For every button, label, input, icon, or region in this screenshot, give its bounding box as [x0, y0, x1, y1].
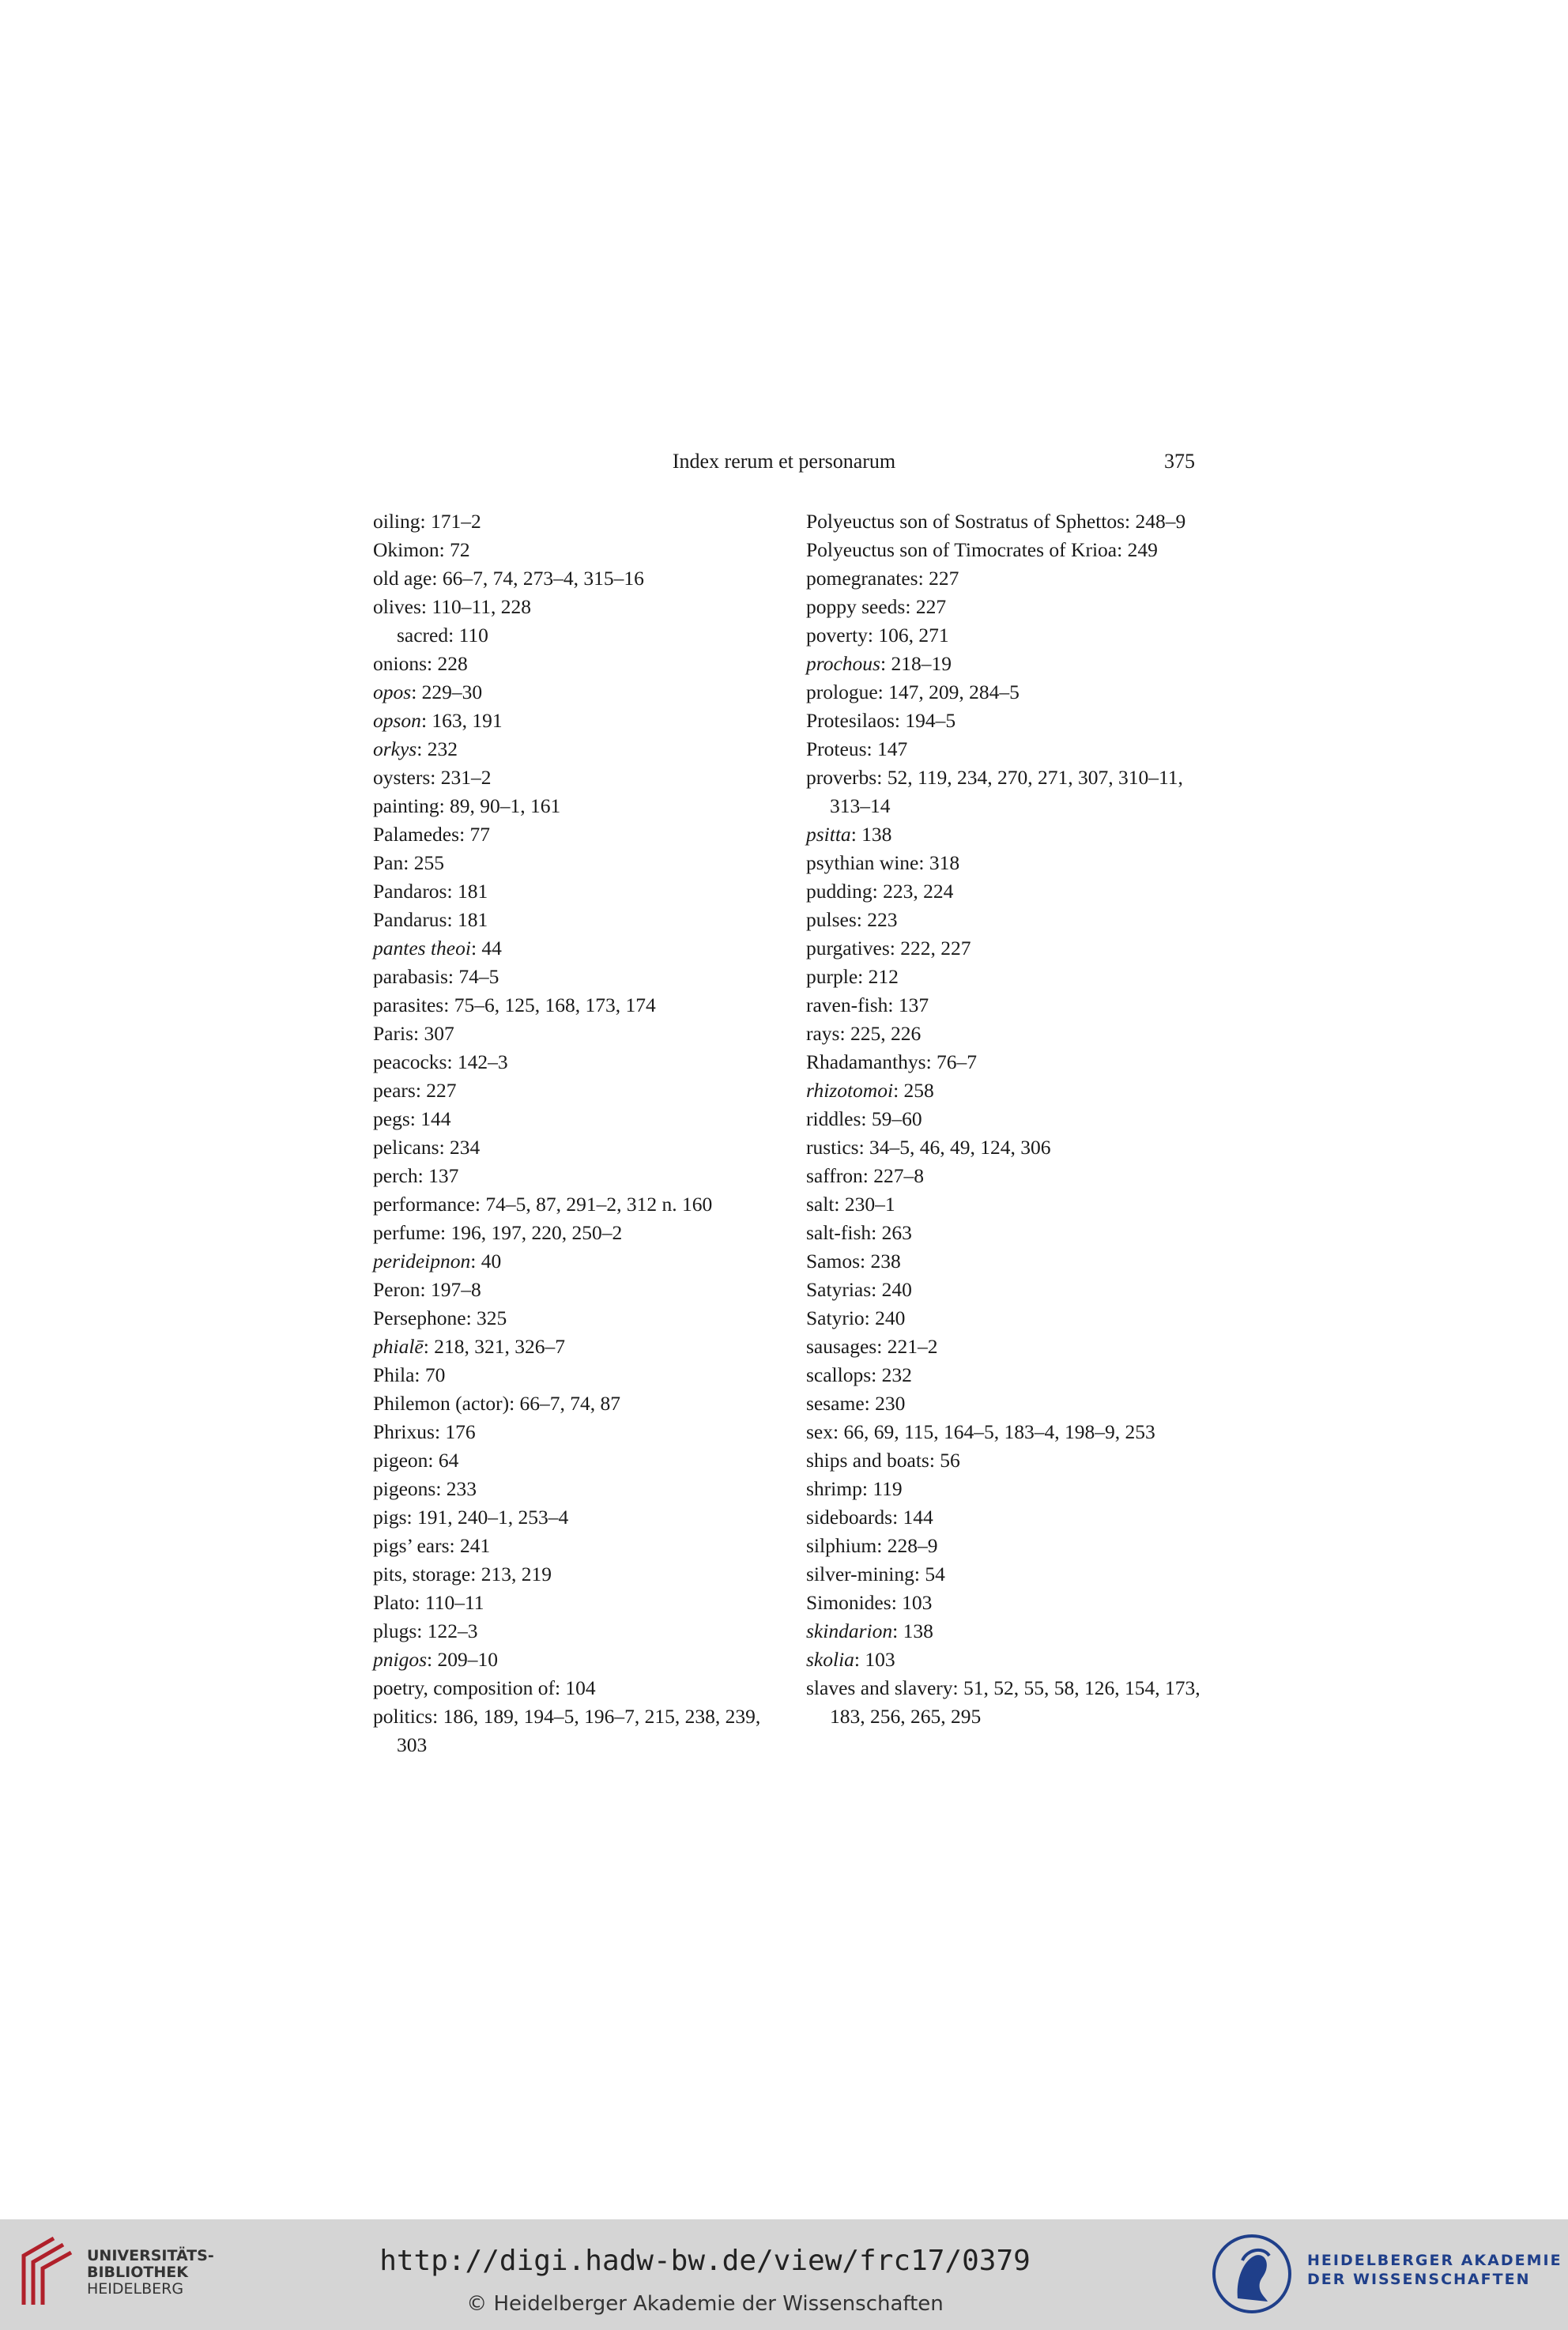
- index-entry: Rhadamanthys: 76–7: [806, 1050, 978, 1073]
- index-entry: Peron: 197–8: [373, 1278, 481, 1301]
- index-entry: opson: 163, 191: [373, 709, 503, 732]
- index-entry: pears: 227: [373, 1079, 457, 1102]
- index-entry: painting: 89, 90–1, 161: [373, 794, 561, 817]
- index-entry: Polyeuctus son of Timocrates of Krioa: 249: [806, 538, 1158, 561]
- index-entry: performance: 74–5, 87, 291–2, 312 n. 160: [373, 1193, 713, 1216]
- index-entry: pigs’ ears: 241: [373, 1534, 491, 1557]
- index-entry: Protesilaos: 194–5: [806, 709, 956, 732]
- index-entry: pelicans: 234: [373, 1136, 481, 1159]
- index-entry: sausages: 221–2: [806, 1335, 938, 1358]
- index-entry: purple: 212: [806, 965, 899, 988]
- index-entry: poetry, composition of: 104: [373, 1676, 596, 1699]
- index-entry: prologue: 147, 209, 284–5: [806, 681, 1020, 703]
- index-entry: rustics: 34–5, 46, 49, 124, 306: [806, 1136, 1051, 1159]
- index-entry: slaves and slavery: 51, 52, 55, 58, 126, 154, 173, 183, 256, 265, 295: [806, 1676, 1200, 1728]
- university-library-name: UNIVERSITÄTS- BIBLIOTHEK HEIDELBERG: [87, 2247, 214, 2298]
- index-entry: silver-mining: 54: [806, 1563, 945, 1585]
- index-entry: Okimon: 72: [373, 538, 470, 561]
- index-entry: Phrixus: 176: [373, 1420, 476, 1443]
- index-entry: psythian wine: 318: [806, 851, 960, 874]
- index-entry: silphium: 228–9: [806, 1534, 938, 1557]
- index-entry: olives: 110–11, 228: [373, 595, 531, 618]
- index-entry: purgatives: 222, 227: [806, 937, 971, 960]
- index-entry: proverbs: 52, 119, 234, 270, 271, 307, 310–11, 313–14: [806, 766, 1183, 817]
- index-entry: parasites: 75–6, 125, 168, 173, 174: [373, 993, 656, 1016]
- index-entry: pantes theoi: 44: [373, 937, 502, 960]
- digitization-footer: [0, 2219, 1568, 2330]
- index-entry: riddles: 59–60: [806, 1107, 922, 1130]
- index-entry: parabasis: 74–5: [373, 965, 499, 988]
- index-entry: orkys: 232: [373, 737, 458, 760]
- index-entry: pnigos: 209–10: [373, 1648, 498, 1671]
- index-entry: salt: 230–1: [806, 1193, 895, 1216]
- index-entry: pudding: 223, 224: [806, 880, 954, 903]
- index-entry: oiling: 171–2: [373, 510, 481, 533]
- index-entry: rays: 225, 226: [806, 1022, 922, 1045]
- index-entry: Paris: 307: [373, 1022, 454, 1045]
- index-entry: scallops: 232: [806, 1363, 912, 1386]
- index-column-left: [373, 507, 768, 1759]
- index-entry: Proteus: 147: [806, 737, 908, 760]
- index-entry: pigeon: 64: [373, 1449, 459, 1472]
- copyright-notice: © Heidelberger Akademie der Wissenschaften: [466, 2292, 944, 2316]
- index-entry: Pandarus: 181: [373, 908, 488, 931]
- index-entry: skolia: 103: [806, 1648, 895, 1671]
- index-entry: shrimp: 119: [806, 1477, 903, 1500]
- index-entry: poppy seeds: 227: [806, 595, 947, 618]
- index-entry: Samos: 238: [806, 1250, 901, 1272]
- running-title: Index rerum et personarum: [672, 450, 896, 473]
- index-entry: plugs: 122–3: [373, 1619, 478, 1642]
- index-entry: psitta: 138: [806, 823, 892, 846]
- index-entry: Satyrias: 240: [806, 1278, 912, 1301]
- page-header: [373, 447, 1195, 476]
- index-entry: Pandaros: 181: [373, 880, 488, 903]
- index-entry: sideboards: 144: [806, 1506, 933, 1529]
- index-entry: pomegranates: 227: [806, 567, 959, 590]
- index-entry: perideipnon: 40: [373, 1250, 502, 1272]
- index-entry: poverty: 106, 271: [806, 624, 949, 647]
- index-column-right: [806, 507, 1201, 1731]
- index-entry: salt-fish: 263: [806, 1221, 912, 1244]
- index-entry: Persephone: 325: [373, 1306, 507, 1329]
- index-entry: saffron: 227–8: [806, 1164, 924, 1187]
- index-entry: perch: 137: [373, 1164, 459, 1187]
- index-entry: oysters: 231–2: [373, 766, 492, 789]
- index-entry: raven-fish: 137: [806, 993, 929, 1016]
- index-entry: ships and boats: 56: [806, 1449, 960, 1472]
- index-entry: prochous: 218–19: [806, 652, 952, 675]
- index-entry: Simonides: 103: [806, 1591, 933, 1614]
- index-entry: Satyrio: 240: [806, 1306, 906, 1329]
- index-entry: Phila: 70: [373, 1363, 446, 1386]
- index-entry: pegs: 144: [373, 1107, 451, 1130]
- academy-name: HEIDELBERGER AKADEMIE DER WISSENSCHAFTEN: [1307, 2252, 1562, 2288]
- index-entry: Polyeuctus son of Sostratus of Sphettos: 248–9: [806, 510, 1186, 533]
- index-entry: pulses: 223: [806, 908, 898, 931]
- index-entry: sex: 66, 69, 115, 164–5, 183–4, 198–9, 253: [806, 1420, 1155, 1443]
- index-entry: pigeons: 233: [373, 1477, 477, 1500]
- index-entry: sesame: 230: [806, 1392, 906, 1415]
- index-entry: Plato: 110–11: [373, 1591, 484, 1614]
- index-entry: rhizotomoi: 258: [806, 1079, 934, 1102]
- index-entry: opos: 229–30: [373, 681, 483, 703]
- index-entry: skindarion: 138: [806, 1619, 933, 1642]
- index-entry: onions: 228: [373, 652, 468, 675]
- index-entry: perfume: 196, 197, 220, 250–2: [373, 1221, 623, 1244]
- index-entry: old age: 66–7, 74, 273–4, 315–16: [373, 567, 644, 590]
- index-entry: pigs: 191, 240–1, 253–4: [373, 1506, 569, 1529]
- index-entry: Palamedes: 77: [373, 823, 491, 846]
- index-entry: pits, storage: 213, 219: [373, 1563, 552, 1585]
- index-entry: phialē: 218, 321, 326–7: [373, 1335, 565, 1358]
- index-entry: politics: 186, 189, 194–5, 196–7, 215, 238, 239, 303: [373, 1705, 761, 1756]
- permalink-url[interactable]: http://digi.hadw-bw.de/view/frc17/0379: [379, 2245, 1031, 2277]
- academy-emblem-icon: [1211, 2230, 1293, 2317]
- index-entry: Pan: 255: [373, 851, 444, 874]
- index-entry: peacocks: 142–3: [373, 1050, 508, 1073]
- page-number: 375: [1164, 450, 1195, 473]
- index-entry: Philemon (actor): 66–7, 74, 87: [373, 1392, 621, 1415]
- index-subentry: sacred: 110: [397, 624, 488, 647]
